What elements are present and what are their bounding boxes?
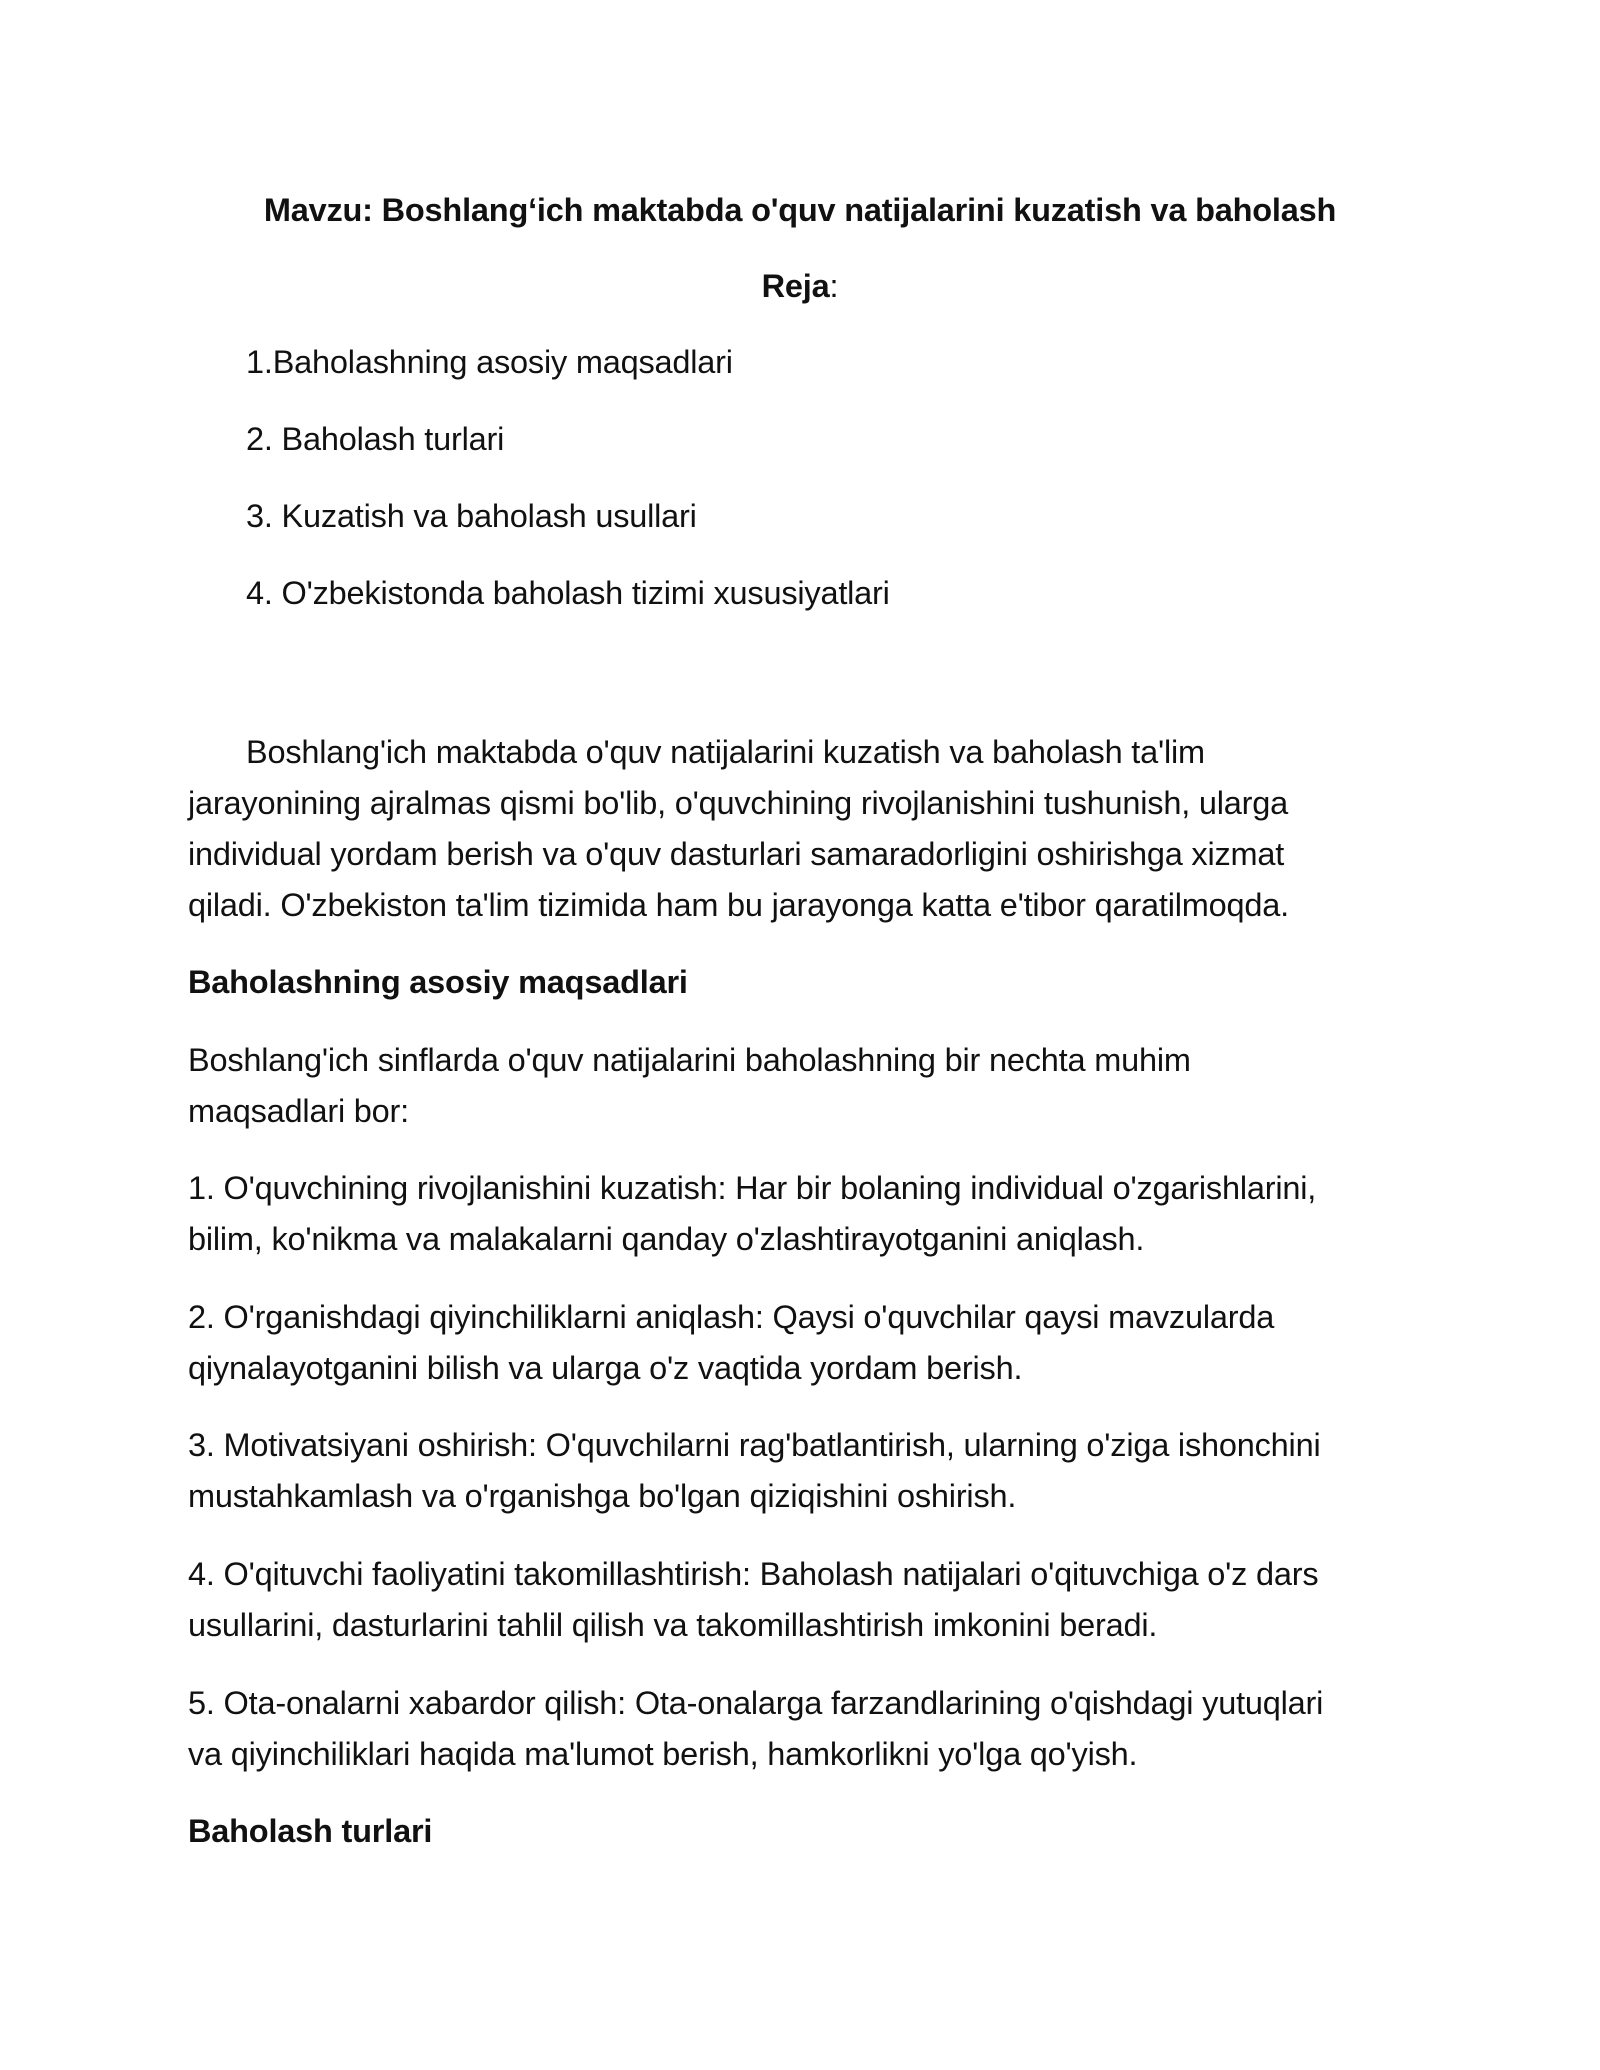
goal-item-line: usullarini, dasturlarini tahlil qilish va takomillashtirish imkonini beradi. — [188, 1607, 1158, 1643]
goal-item-line: qiynalayotganini bilish va ularga o'z vaqtida yordam berish. — [188, 1350, 1023, 1386]
plan-heading-colon: : — [829, 268, 839, 304]
plan-item: 2. Baholash turlari — [246, 421, 505, 457]
section-heading: Baholashning asosiy maqsadlari — [188, 964, 688, 1000]
goal-item-line: 5. Ota-onalarni xabardor qilish: Ota-onalarga farzandlarining o'qishdagi yutuqlari — [188, 1685, 1324, 1721]
goal-item-line: va qiyinchiliklari haqida ma'lumot berish, hamkorlikni yo'lga qo'yish. — [188, 1736, 1138, 1772]
goal-item-line: 2. O'rganishdagi qiyinchiliklarni aniqlash: Qaysi o'quvchilar qaysi mavzularda — [188, 1299, 1275, 1335]
goal-item-line: 1. O'quvchining rivojlanishini kuzatish: Har bir bolaning individual o'zgarishlarini, — [188, 1170, 1317, 1206]
goal-item-line: mustahkamlash va o'rganishga bo'lgan qiziqishini oshirish. — [188, 1478, 1017, 1514]
goal-item-line: 3. Motivatsiyani oshirish: O'quvchilarni rag'batlantirish, ularning o'ziga ishonchini — [188, 1427, 1321, 1463]
goal-item-line: 4. O'qituvchi faoliyatini takomillashtirish: Baholash natijalari o'qituvchiga o'z dars — [188, 1556, 1319, 1592]
section-heading: Baholash turlari — [188, 1813, 433, 1849]
page-title: Mavzu: Boshlang‘ich maktabda o'quv natijalarini kuzatish va baholash — [263, 192, 1337, 228]
goal-item-line: bilim, ko'nikma va malakalarni qanday o'zlashtirayotganini aniqlash. — [188, 1221, 1145, 1257]
intro-line: qiladi. O'zbekiston ta'lim tizimida ham bu jarayonga katta e'tibor qaratilmoqda. — [188, 887, 1289, 923]
plan-item: 4. O'zbekistonda baholash tizimi xususiyatlari — [246, 575, 890, 611]
plan-item: 3. Kuzatish va baholash usullari — [246, 498, 697, 534]
plan-heading: Reja — [761, 268, 830, 304]
intro-line: Boshlang'ich maktabda o'quv natijalarini kuzatish va baholash ta'lim — [246, 734, 1205, 770]
section-lead-line: maqsadlari bor: — [188, 1093, 409, 1129]
intro-line: jarayonining ajralmas qismi bo'lib, o'quvchining rivojlanishini tushunish, ularga — [188, 785, 1289, 821]
section-lead-line: Boshlang'ich sinflarda o'quv natijalarini baholashning bir nechta muhim — [188, 1042, 1191, 1078]
plan-heading-line — [0, 266, 1600, 306]
intro-line: individual yordam berish va o'quv dasturlari samaradorligini oshirishga xizmat — [188, 836, 1285, 872]
plan-item: 1.Baholashning asosiy maqsadlari — [246, 344, 733, 380]
